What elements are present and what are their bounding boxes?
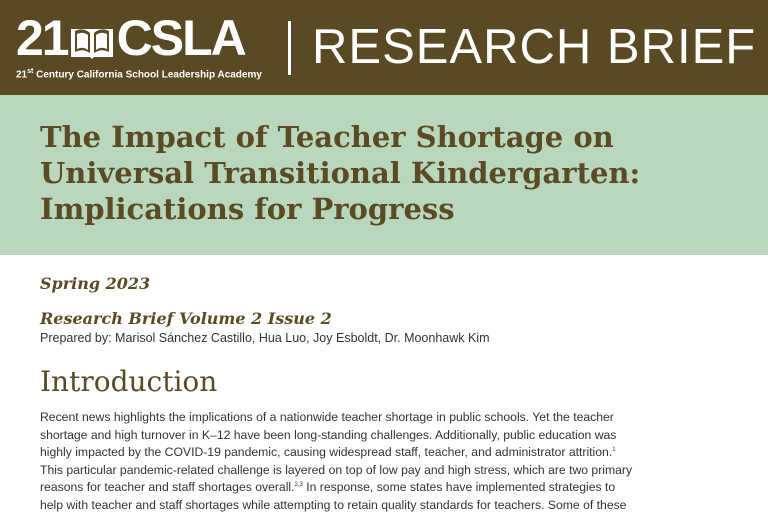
line-text: reasons for teacher and staff shortages overall. xyxy=(40,480,295,494)
logo-tagline-prefix: 21 xyxy=(16,69,28,81)
logo-letters: CSLA xyxy=(116,10,245,66)
logo-wordmark xyxy=(16,12,245,64)
introduction-heading: Introduction xyxy=(40,365,218,398)
logo-tagline-ordinal: st xyxy=(27,68,34,75)
paragraph-line xyxy=(40,462,640,480)
header-bar xyxy=(0,0,768,95)
document-title xyxy=(40,119,740,227)
open-book-icon xyxy=(69,18,115,58)
paragraph-line xyxy=(40,444,640,462)
title-line: The Impact of Teacher Shortage on xyxy=(40,120,614,154)
header-divider xyxy=(288,21,291,75)
logo-tagline-rest: Century California School Leadership Academy xyxy=(33,69,262,81)
line-text: highly impacted by the COVID-19 pandemic, causing widespread staff, teacher, and administrator attrition. xyxy=(40,445,613,459)
logo-tagline xyxy=(16,68,262,80)
title-line: Implications for Progress xyxy=(40,192,455,226)
line-text: shortage and high turnover in K–12 have been long-standing challenges. Additionally, public education was xyxy=(40,427,617,442)
publication-season: Spring 2023 xyxy=(40,274,151,293)
paragraph-line xyxy=(40,409,640,427)
title-line: Universal Transitional Kindergarten: xyxy=(40,156,641,190)
footnote-ref: 1 xyxy=(612,446,616,453)
line-text: In response, some states have implemented strategies to xyxy=(302,480,616,494)
header-title: RESEARCH BRIEF xyxy=(312,20,757,74)
volume-issue: Research Brief Volume 2 Issue 2 xyxy=(40,309,332,328)
line-text: help with teacher and staff shortages while attempting to retain quality standards for teachers. Some of these xyxy=(40,497,627,512)
prepared-by: Prepared by: Marisol Sánchez Castillo, Hua Luo, Joy Esboldt, Dr. Moonhawk Kim xyxy=(40,331,490,345)
title-band xyxy=(0,95,768,255)
line-text: Recent news highlights the implications of a nationwide teacher shortage in public schools. Yet the teacher xyxy=(40,410,614,424)
introduction-body xyxy=(40,409,640,512)
paragraph-line xyxy=(40,479,640,497)
paragraph-line xyxy=(40,427,640,445)
paragraph-line xyxy=(40,497,640,512)
footnote-ref: 2,3 xyxy=(294,481,303,488)
line-text: This particular pandemic-related challenge is layered on top of low pay and high stress, which are two primary xyxy=(40,462,633,477)
csla-logo xyxy=(16,12,278,82)
logo-number: 21 xyxy=(16,10,68,66)
